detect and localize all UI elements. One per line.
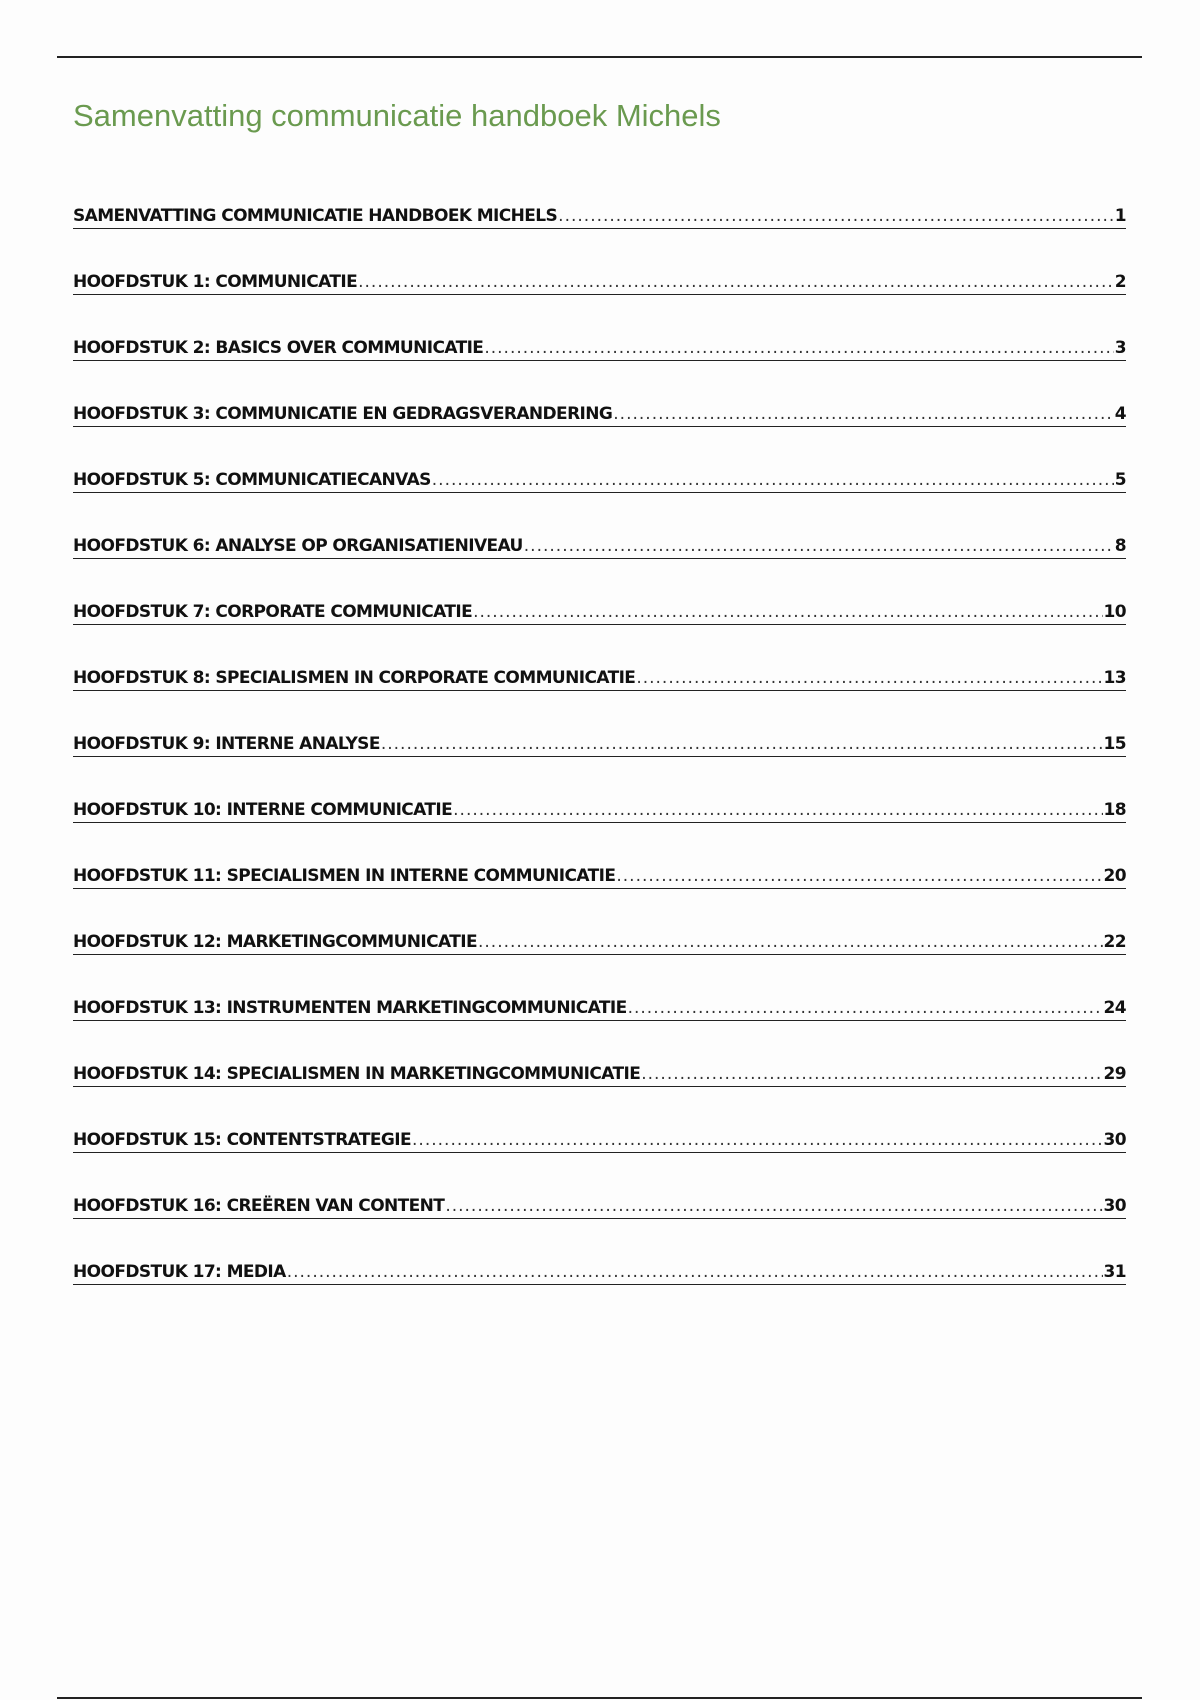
toc-entry-link[interactable] [73, 864, 1126, 889]
toc-dot-leader [287, 1260, 1103, 1284]
toc-entry-page-number: 2 [1114, 272, 1126, 292]
toc-entry-link[interactable] [73, 402, 1126, 427]
toc-entry-label: HOOFDSTUK 13: INSTRUMENTEN MARKETINGCOMMUNICATIE [73, 998, 627, 1018]
toc-entry-label: HOOFDSTUK 6: ANALYSE OP ORGANISATIENIVEAU [73, 536, 523, 556]
toc-entry[interactable] [73, 996, 1126, 1062]
toc-entry[interactable] [73, 1128, 1126, 1194]
toc-entry-page-number: 8 [1114, 536, 1126, 556]
toc-entry-page-number: 4 [1114, 404, 1126, 424]
toc-dot-leader [616, 864, 1102, 888]
toc-entry-link[interactable] [73, 468, 1126, 493]
toc-entry-link[interactable] [73, 798, 1126, 823]
toc-entry-link[interactable] [73, 270, 1126, 295]
toc-entry[interactable] [73, 666, 1126, 732]
toc-dot-leader [432, 468, 1114, 492]
toc-dot-leader [524, 534, 1114, 558]
toc-entry-link[interactable] [73, 996, 1126, 1021]
table-of-contents [73, 204, 1126, 1326]
toc-dot-leader [358, 270, 1114, 294]
document-title: Samenvatting communicatie handboek Michels [73, 98, 721, 133]
toc-entry-link[interactable] [73, 1260, 1126, 1285]
toc-entry-label: HOOFDSTUK 14: SPECIALISMEN IN MARKETINGCOMMUNICATIE [73, 1064, 641, 1084]
toc-entry-link[interactable] [73, 732, 1126, 757]
toc-entry[interactable] [73, 534, 1126, 600]
toc-entry-label: HOOFDSTUK 15: CONTENTSTRATEGIE [73, 1130, 412, 1150]
toc-dot-leader [453, 798, 1102, 822]
toc-entry-label: HOOFDSTUK 11: SPECIALISMEN IN INTERNE COMMUNICATIE [73, 866, 616, 886]
toc-entry-link[interactable] [73, 666, 1126, 691]
toc-entry-page-number: 15 [1103, 734, 1126, 754]
toc-entry[interactable] [73, 798, 1126, 864]
toc-dot-leader [558, 204, 1114, 228]
toc-entry-link[interactable] [73, 336, 1126, 361]
toc-entry-link[interactable] [73, 930, 1126, 955]
toc-entry-label: HOOFDSTUK 9: INTERNE ANALYSE [73, 734, 380, 754]
toc-entry-page-number: 30 [1103, 1130, 1126, 1150]
toc-entry-page-number: 20 [1103, 866, 1126, 886]
toc-entry-label: HOOFDSTUK 12: MARKETINGCOMMUNICATIE [73, 932, 477, 952]
footer-rule [57, 1697, 1142, 1699]
toc-entry[interactable] [73, 402, 1126, 468]
toc-entry-page-number: 10 [1103, 602, 1126, 622]
toc-entry[interactable] [73, 1194, 1126, 1260]
toc-entry[interactable] [73, 336, 1126, 402]
toc-entry-page-number: 5 [1114, 470, 1126, 490]
toc-entry-page-number: 29 [1103, 1064, 1126, 1084]
toc-dot-leader [412, 1128, 1103, 1152]
toc-entry-link[interactable] [73, 1062, 1126, 1087]
toc-dot-leader [445, 1194, 1102, 1218]
toc-entry[interactable] [73, 468, 1126, 534]
toc-entry-label: SAMENVATTING COMMUNICATIE HANDBOEK MICHELS [73, 206, 558, 226]
toc-entry-label: HOOFDSTUK 16: CREËREN VAN CONTENT [73, 1196, 445, 1216]
toc-entry-link[interactable] [73, 204, 1126, 229]
toc-entry[interactable] [73, 732, 1126, 798]
toc-dot-leader [628, 996, 1103, 1020]
header-rule [57, 56, 1142, 58]
toc-entry-link[interactable] [73, 600, 1126, 625]
toc-entry[interactable] [73, 930, 1126, 996]
toc-dot-leader [381, 732, 1103, 756]
toc-entry-label: HOOFDSTUK 5: COMMUNICATIECANVAS [73, 470, 431, 490]
toc-entry-page-number: 30 [1103, 1196, 1126, 1216]
toc-entry[interactable] [73, 1062, 1126, 1128]
toc-entry-label: HOOFDSTUK 7: CORPORATE COMMUNICATIE [73, 602, 473, 622]
toc-entry-page-number: 22 [1103, 932, 1126, 952]
toc-entry-page-number: 18 [1103, 800, 1126, 820]
toc-dot-leader [478, 930, 1103, 954]
toc-dot-leader [613, 402, 1113, 426]
toc-entry-page-number: 3 [1114, 338, 1126, 358]
toc-entry-label: HOOFDSTUK 2: BASICS OVER COMMUNICATIE [73, 338, 484, 358]
toc-entry-page-number: 24 [1103, 998, 1126, 1018]
toc-entry-label: HOOFDSTUK 8: SPECIALISMEN IN CORPORATE COMMUNICATIE [73, 668, 636, 688]
toc-entry-page-number: 13 [1103, 668, 1126, 688]
toc-dot-leader [636, 666, 1102, 690]
toc-entry[interactable] [73, 270, 1126, 336]
toc-entry-label: HOOFDSTUK 17: MEDIA [73, 1262, 286, 1282]
toc-entry-link[interactable] [73, 1194, 1126, 1219]
toc-dot-leader [473, 600, 1102, 624]
toc-entry[interactable] [73, 600, 1126, 666]
toc-entry-label: HOOFDSTUK 3: COMMUNICATIE EN GEDRAGSVERANDERING [73, 404, 613, 424]
toc-entry-page-number: 31 [1103, 1262, 1126, 1282]
toc-dot-leader [641, 1062, 1102, 1086]
toc-entry-label: HOOFDSTUK 10: INTERNE COMMUNICATIE [73, 800, 453, 820]
toc-entry[interactable] [73, 204, 1126, 270]
toc-entry[interactable] [73, 1260, 1126, 1326]
toc-entry[interactable] [73, 864, 1126, 930]
toc-entry-link[interactable] [73, 534, 1126, 559]
toc-dot-leader [484, 336, 1113, 360]
toc-entry-page-number: 1 [1114, 206, 1126, 226]
toc-entry-label: HOOFDSTUK 1: COMMUNICATIE [73, 272, 358, 292]
toc-entry-link[interactable] [73, 1128, 1126, 1153]
